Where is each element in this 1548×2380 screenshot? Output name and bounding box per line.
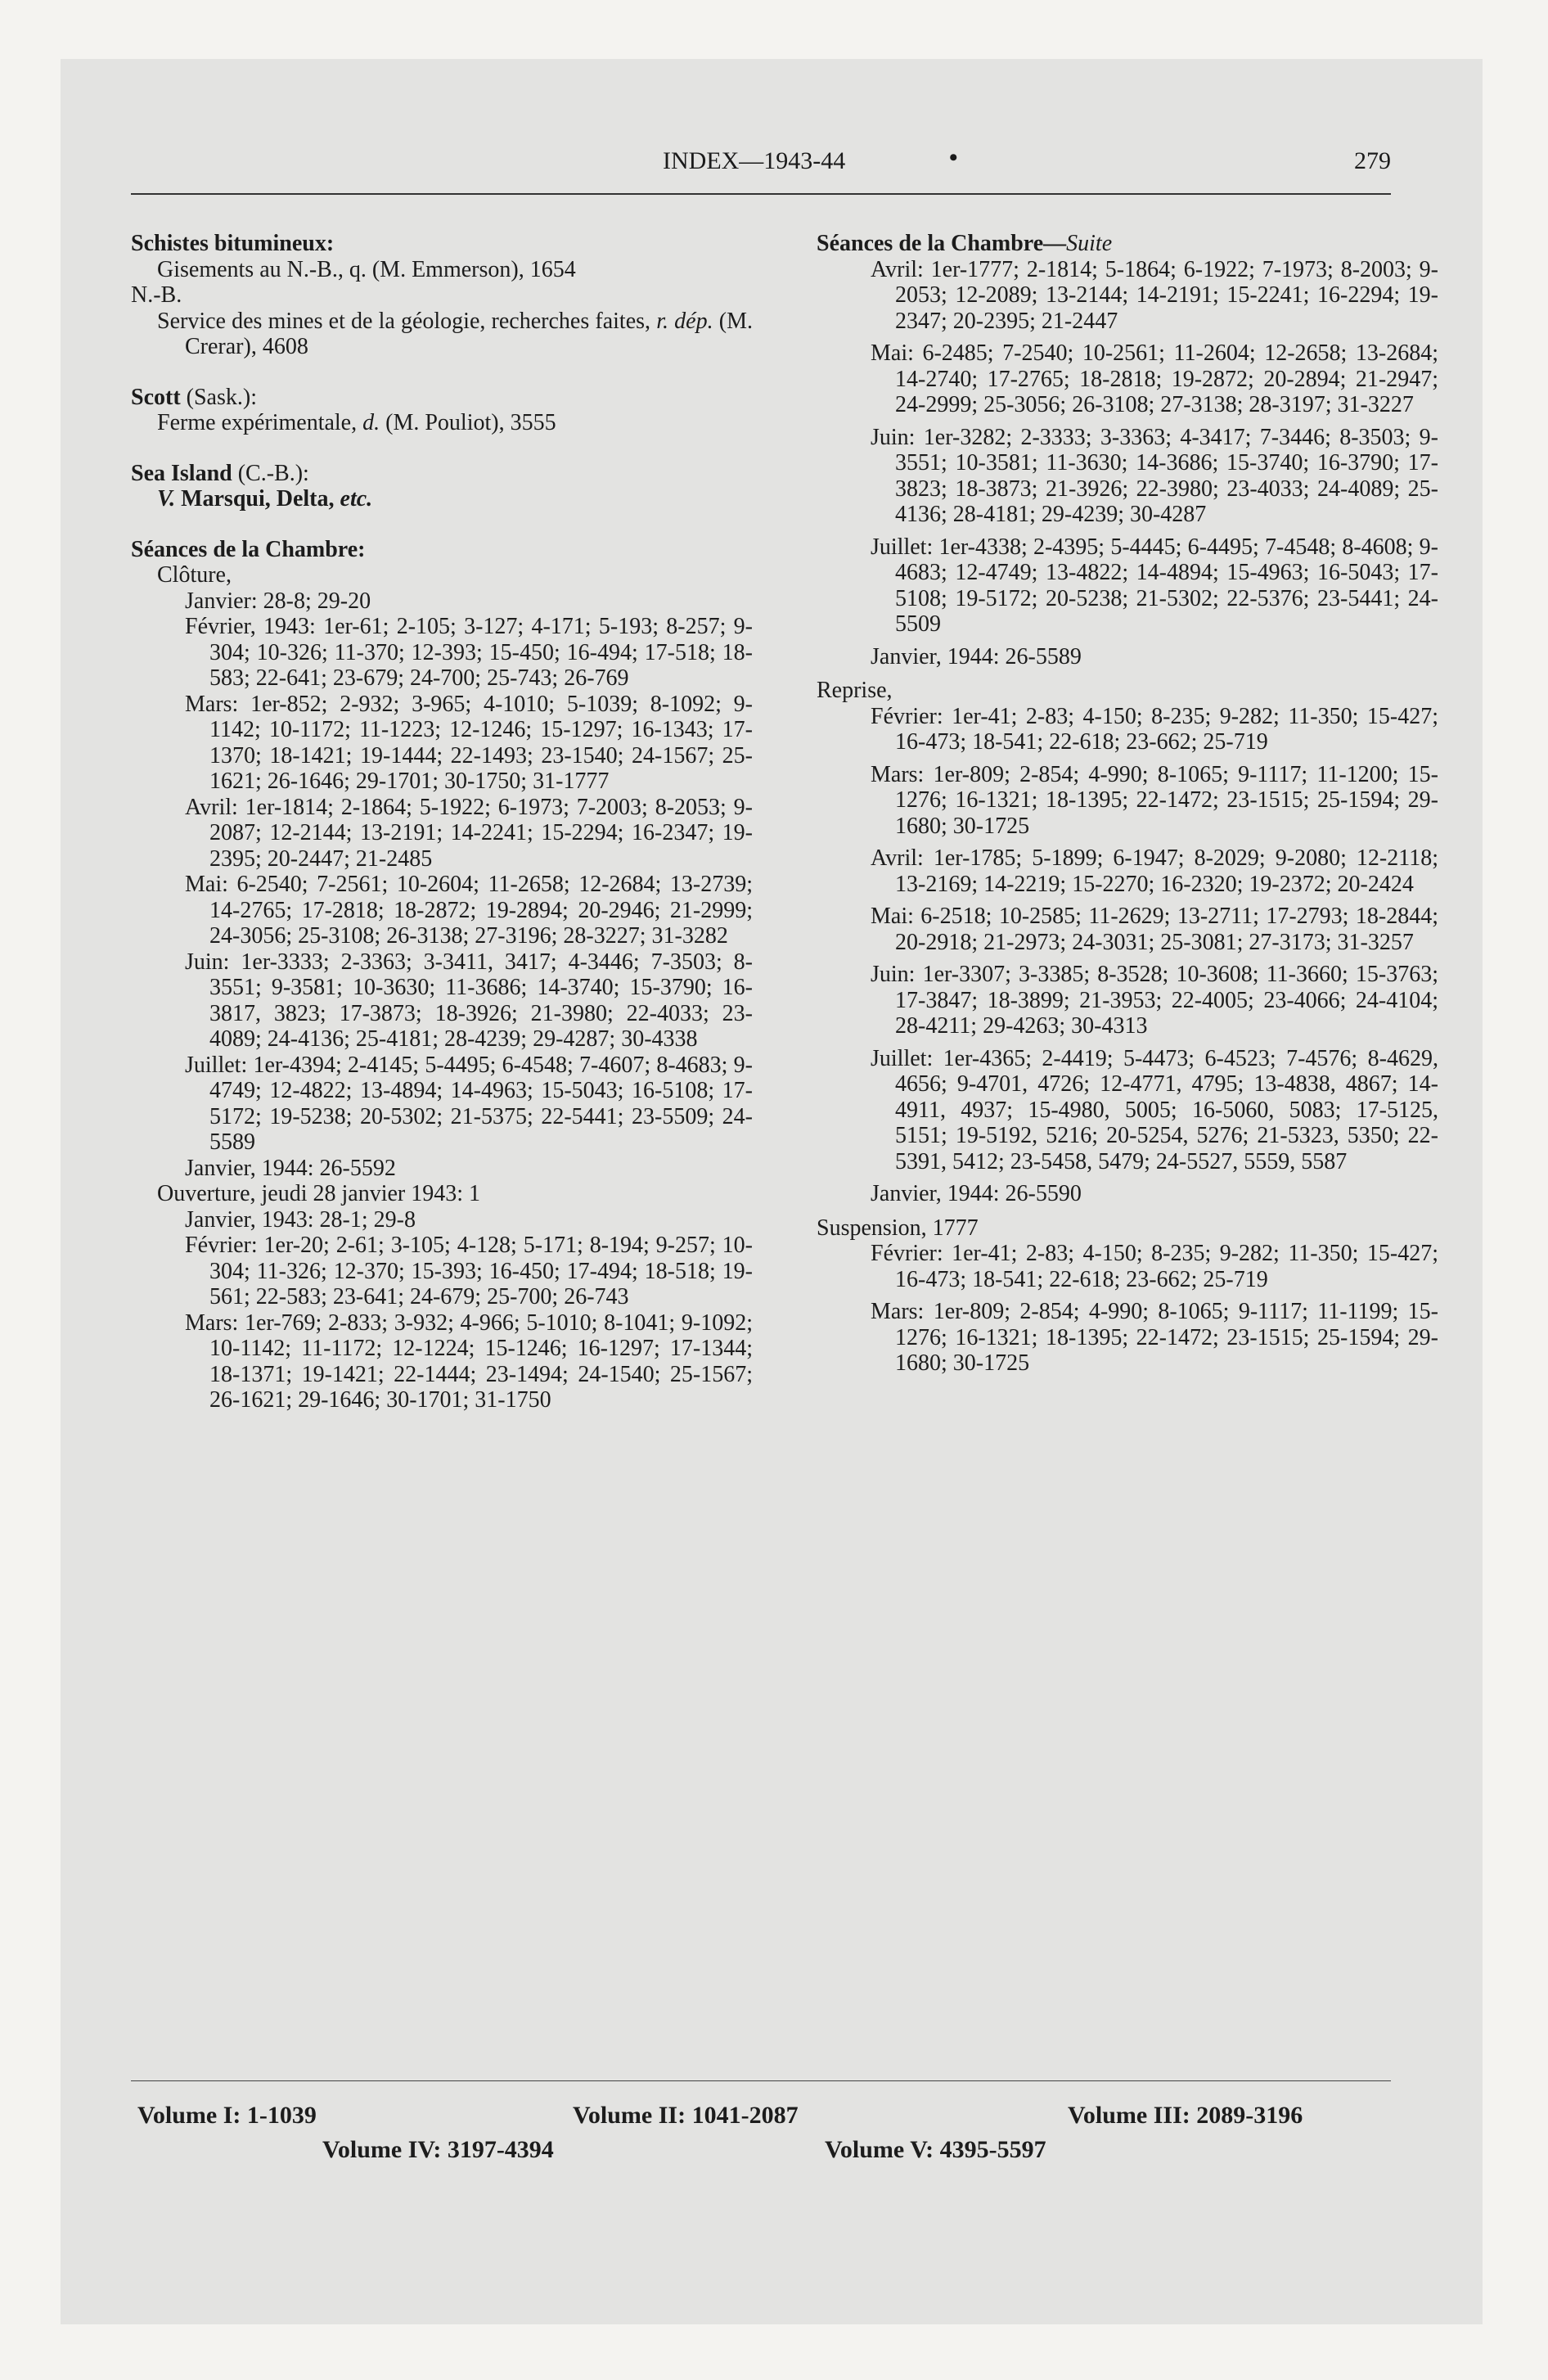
left-column <box>131 231 753 1438</box>
header-rule <box>131 193 1391 195</box>
subentry-item: Avril: 1er-1785; 5-1899; 6-1947; 8-2029; 9-2080; 12-2118; 13-2169; 14-2219; 15-2270; 16-2320; 19-2372; 20-2424 <box>871 845 1438 897</box>
volume-4: Volume IV: 3197-4394 <box>322 2136 554 2163</box>
entry-heading: Scott (Sask.): <box>131 384 257 410</box>
subentry-item: Juin: 1er-3282; 2-3333; 3-3363; 4-3417; 7-3446; 8-3503; 9-3551; 10-3581; 11-3630; 14-3686; 15-3740; 16-3790; 17-3823; 18-3873; 21-3926; 22-3980; 23-4033; 24-4089; 25-4136; 28-4181; 29-4239; 30-4287 <box>871 424 1438 527</box>
subentry-item: Juin: 1er-3333; 2-3363; 3-3411, 3417; 4-3446; 7-3503; 8-3551; 9-3581; 10-3630; 11-3686; 14-3740; 15-3790; 16-3817, 3823; 17-3873; 18-3926; 21-3980; 22-4033; 23-4089; 24-4136; 25-4181; 28-4239; 29-4287; 30-4338 <box>185 949 753 1052</box>
subentry-reprise: Reprise, <box>817 678 893 703</box>
subentry-item: Juillet: 1er-4365; 2-4419; 5-4473; 6-4523; 7-4576; 8-4629, 4656; 9-4701, 4726; 12-4771, 4795; 13-4838, 4867; 14-4911, 4937; 15-4980, 5005; 16-5060, 5083; 17-5125, 5151; 19-5192, 5216; 20-5254, 5276; 21-5323, 5350; 22-5391, 5412; 23-5458, 5479; 24-5527, 5559, 5587 <box>871 1045 1438 1174</box>
subentry-item: Mars: 1er-852; 2-932; 3-965; 4-1010; 5-1039; 8-1092; 9-1142; 10-1172; 11-1223; 12-1246; 15-1297; 16-1343; 17-1370; 18-1421; 19-1444; 22-1493; 23-1540; 24-1567; 25-1621; 26-1646; 29-1701; 30-1750; 31-1777 <box>185 691 753 794</box>
volume-footer <box>131 2102 1391 2175</box>
subentry-item: Février, 1943: 1er-61; 2-105; 3-127; 4-171; 5-193; 8-257; 9-304; 10-326; 11-370; 12-393; 15-450; 16-494; 17-518; 18-583; 22-641; 23-679; 24-700; 25-743; 26-769 <box>185 614 753 691</box>
subentry-cloture: Clôture, <box>157 562 232 588</box>
subentry-item: Février: 1er-41; 2-83; 4-150; 8-235; 9-282; 11-350; 15-427; 16-473; 18-541; 22-618; 23-662; 25-719 <box>871 1241 1438 1292</box>
subentry-item: Juin: 1er-3307; 3-3385; 8-3528; 10-3608; 11-3660; 15-3763; 17-3847; 18-3899; 21-3953; 22-4005; 23-4066; 24-4104; 28-4211; 29-4263; 30-4313 <box>871 962 1438 1039</box>
subentry-item: Juillet: 1er-4338; 2-4395; 5-4445; 6-4495; 7-4548; 8-4608; 9-4683; 12-4749; 13-4822; 14-4894; 15-4963; 16-5043; 17-5108; 19-5172; 20-5238; 21-5302; 22-5376; 23-5441; 24-5509 <box>871 534 1438 637</box>
entry-heading-continued: Séances de la Chambre—Suite <box>817 231 1113 256</box>
subentry-item: Février: 1er-20; 2-61; 3-105; 4-128; 5-171; 8-194; 9-257; 10-304; 11-326; 12-370; 15-393; 16-450; 17-494; 18-518; 19-561; 22-583; 23-641; 24-679; 25-700; 26-743 <box>185 1233 753 1309</box>
subentry: V. Marsqui, Delta, etc. <box>157 486 373 512</box>
subentry: Gisements au N.-B., q. (M. Emmerson), 1654 <box>157 256 576 282</box>
subentry-item: Mars: 1er-809; 2-854; 4-990; 8-1065; 9-1117; 11-1200; 15-1276; 16-1321; 18-1395; 22-1472; 23-1515; 25-1594; 29-1680; 30-1725 <box>871 761 1438 839</box>
entry-heading: Sea Island (C.-B.): <box>131 460 309 486</box>
header-title: INDEX—1943-44 <box>663 147 846 174</box>
subentry-item: Janvier, 1943: 28-1; 29-8 <box>185 1206 416 1233</box>
subentry-item: Janvier: 28-8; 29-20 <box>185 588 371 614</box>
entry-heading: Schistes bitumineux: <box>131 231 335 256</box>
entry-scott <box>131 385 753 436</box>
header-bullet: • <box>949 144 958 171</box>
subentry-item: Mai: 6-2485; 7-2540; 10-2561; 11-2604; 12-2658; 13-2684; 14-2740; 17-2765; 18-2818; 19-2872; 20-2894; 21-2947; 24-2999; 25-3056; 26-3108; 27-3138; 28-3197; 31-3227 <box>871 340 1438 417</box>
subentry-item: Avril: 1er-1777; 2-1814; 5-1864; 6-1922; 7-1973; 8-2003; 9-2053; 12-2089; 13-2144; 14-2191; 15-2241; 16-2294; 19-2347; 20-2395; 21-2447 <box>871 256 1438 334</box>
subentry: Service des mines et de la géologie, recherches faites, r. dép. (M. Crerar), 4608 <box>157 308 753 359</box>
subentry-item: Février: 1er-41; 2-83; 4-150; 8-235; 9-282; 11-350; 15-427; 16-473; 18-541; 22-618; 23-662; 25-719 <box>871 703 1438 755</box>
subentry-item: Mars: 1er-769; 2-833; 3-932; 4-966; 5-1010; 8-1041; 9-1092; 10-1142; 11-1172; 12-1224; 15-1246; 16-1297; 17-1344; 18-1371; 19-1421; 22-1444; 23-1494; 24-1540; 25-1567; 26-1621; 29-1646; 30-1701; 31-1750 <box>185 1309 753 1413</box>
right-column <box>817 231 1438 1383</box>
entry-heading: Séances de la Chambre: <box>131 536 366 562</box>
entry-sea-island <box>131 461 753 512</box>
subentry-item: Mai: 6-2518; 10-2585; 11-2629; 13-2711; 17-2793; 18-2844; 20-2918; 21-2973; 24-3031; 25-3081; 27-3173; 31-3257 <box>871 904 1438 955</box>
subentry-item: Mai: 6-2540; 7-2561; 10-2604; 11-2658; 12-2684; 13-2739; 14-2765; 17-2818; 18-2872; 19-2894; 20-2946; 21-2999; 24-3056; 25-3108; 26-3138; 27-3196; 28-3227; 31-3282 <box>185 872 753 949</box>
volume-5: Volume V: 4395-5597 <box>825 2136 1046 2163</box>
running-header <box>131 144 1391 183</box>
subentry-ouverture: Ouverture, jeudi 28 janvier 1943: 1 <box>157 1181 481 1206</box>
entry-seances <box>131 537 753 1413</box>
volume-3: Volume III: 2089-3196 <box>1068 2102 1303 2129</box>
footer-rule <box>131 2080 1391 2081</box>
entry-schistes <box>131 231 753 360</box>
subentry-item: Janvier, 1944: 26-5589 <box>871 643 1082 669</box>
subentry-item: Janvier, 1944: 26-5590 <box>871 1181 1082 1206</box>
subentry-suspension: Suspension, 1777 <box>817 1215 979 1241</box>
volume-2: Volume II: 1041-2087 <box>573 2102 799 2129</box>
volume-1: Volume I: 1-1039 <box>137 2102 317 2129</box>
subentry: N.-B. <box>131 282 182 308</box>
subentry: Ferme expérimentale, d. (M. Pouliot), 3555 <box>157 410 556 435</box>
subentry-item: Janvier, 1944: 26-5592 <box>185 1155 396 1181</box>
subentry-item: Juillet: 1er-4394; 2-4145; 5-4495; 6-4548; 7-4607; 8-4683; 9-4749; 12-4822; 13-4894; 14-4963; 15-5043; 16-5108; 17-5172; 19-5238; 20-5302; 21-5375; 22-5441; 23-5509; 24-5589 <box>185 1052 753 1155</box>
page-number: 279 <box>1354 147 1391 174</box>
subentry-item: Avril: 1er-1814; 2-1864; 5-1922; 6-1973; 7-2003; 8-2053; 9-2087; 12-2144; 13-2191; 14-2241; 15-2294; 16-2347; 19-2395; 20-2447; 21-2485 <box>185 794 753 872</box>
subentry-item: Mars: 1er-809; 2-854; 4-990; 8-1065; 9-1117; 11-1199; 15-1276; 16-1321; 18-1395; 22-1472; 23-1515; 25-1594; 29-1680; 30-1725 <box>871 1299 1438 1376</box>
